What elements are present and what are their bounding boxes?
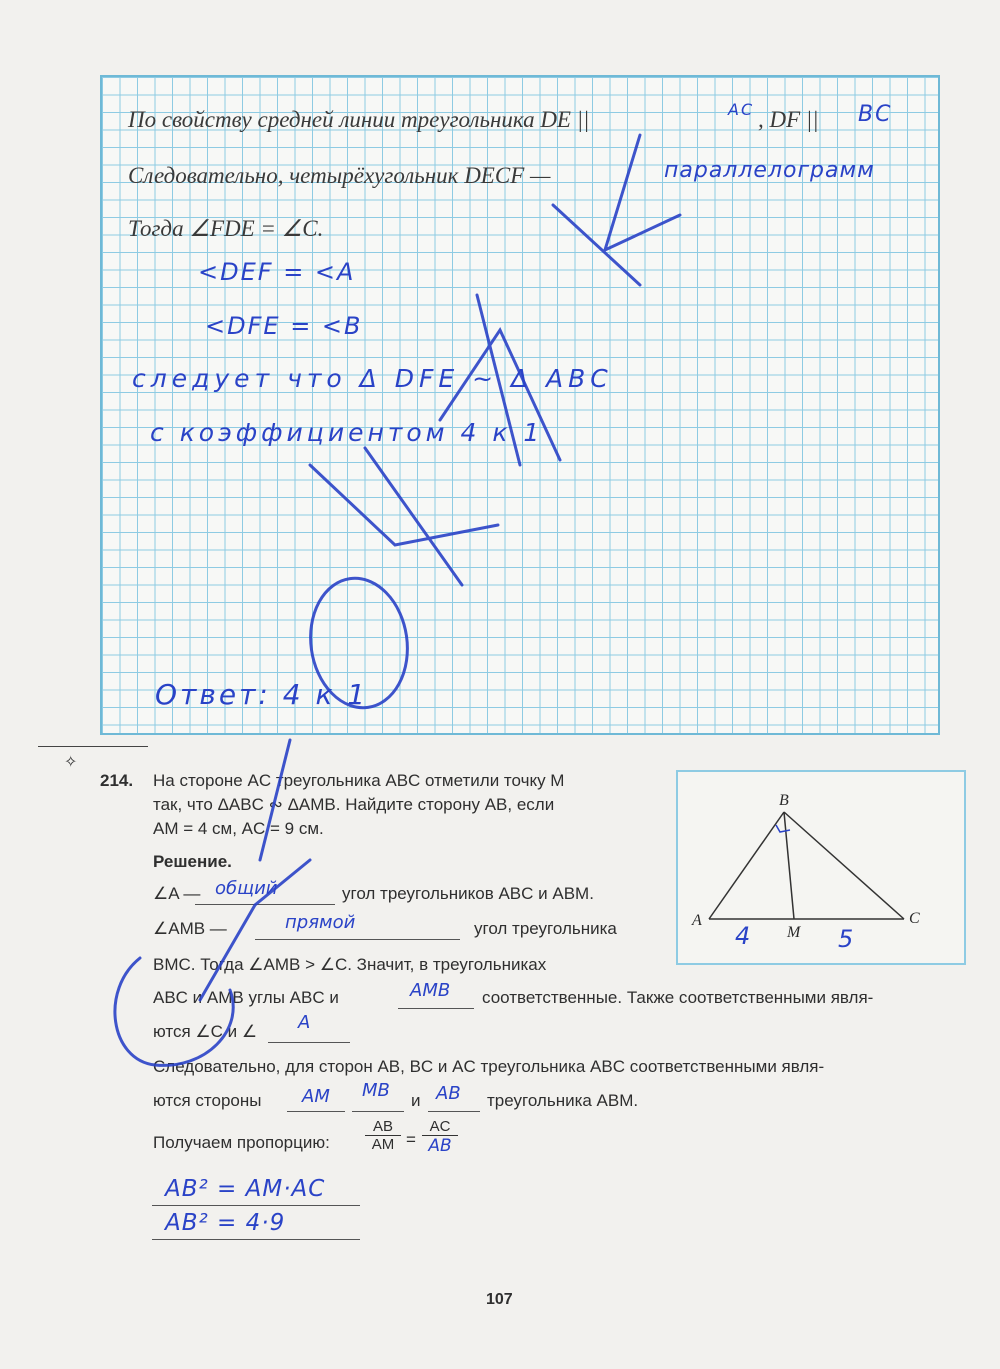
problem-number: 214. <box>100 771 134 790</box>
s7-fill-3: AB <box>436 1083 461 1104</box>
printed-line-3: Тогда ∠FDE = ∠C. <box>128 216 324 241</box>
fraction-2-num: AC <box>422 1118 458 1136</box>
s7-suffix: треугольника ABM. <box>487 1091 639 1110</box>
equals-sign: = <box>406 1130 416 1149</box>
s2-suffix: угол треугольника <box>474 919 617 938</box>
s4-fill: AMB <box>410 980 451 1001</box>
s4-suffix: соответственные. Также соответственными явля- <box>482 988 874 1007</box>
handwritten-line-1: <DEF = <A <box>198 258 356 286</box>
s2-prefix: ∠AMB — <box>153 919 227 938</box>
handwritten-line-4: с коэффициентом 4 к 1 <box>150 418 544 447</box>
statement-line-2: так, что ΔABC ∾ ΔAMB. Найдите сторону AB, если <box>153 795 555 814</box>
printed-line-2: Следовательно, четырёхугольник DECF — <box>128 163 551 188</box>
s2-fill: прямой <box>285 912 356 933</box>
fraction-2-den: AB <box>428 1136 452 1156</box>
s3-line: BMC. Тогда ∠AMB > ∠C. Значит, в треугольниках <box>153 955 547 974</box>
fraction-1-den: AM <box>371 1136 395 1153</box>
handwritten-4: 4 <box>735 922 753 950</box>
s1-fill: общий <box>215 878 278 899</box>
page-number: 107 <box>486 1291 513 1308</box>
s5-fill: A <box>298 1012 311 1033</box>
s4-prefix: ABC и AMB углы ABC и <box>153 988 339 1007</box>
handwritten-bc: BC <box>858 102 893 127</box>
s7-fill-2: MB <box>362 1080 390 1101</box>
label-c: C <box>909 910 920 927</box>
handwritten-ac: AC <box>728 100 755 119</box>
handwritten-parallelogram: параллелограмм <box>664 158 875 183</box>
handwritten-line-2: <DFE = <B <box>205 312 363 340</box>
s7-prefix: ются стороны <box>153 1091 262 1110</box>
statement-line-3: AM = 4 см, AC = 9 см. <box>153 819 324 838</box>
fraction-1-num: AB <box>365 1118 401 1136</box>
s1-prefix: ∠A — <box>153 884 201 903</box>
label-a: A <box>692 912 702 929</box>
proportion-label: Получаем пропорцию: <box>153 1133 330 1152</box>
solution-label: Решение. <box>153 852 232 871</box>
handwritten-5: 5 <box>838 925 856 953</box>
handwritten-answer: Ответ: 4 к 1 <box>155 678 369 711</box>
printed-text: По свойству средней линии треугольника DE || <box>128 107 590 132</box>
s7-fill-1: AM <box>302 1086 330 1107</box>
handwritten-eq-2: AB² = 4·9 <box>165 1210 286 1236</box>
s1-suffix: угол треугольников ABC и ABM. <box>342 884 594 903</box>
s7-and: и <box>411 1091 421 1110</box>
label-b: B <box>779 792 789 809</box>
s6-line: Следовательно, для сторон AB, BC и AC треугольника ABC соответственными явля- <box>153 1057 825 1076</box>
statement-line-1: На стороне AC треугольника ABC отметили точку M <box>153 771 565 790</box>
handwritten-line-3: следует что Δ DFE ~ Δ ABC <box>132 364 613 393</box>
diamond-icon: ✧ <box>64 754 78 771</box>
s5-prefix: ются ∠C и ∠ <box>153 1022 258 1041</box>
printed-line-1-mid: , DF || <box>758 107 819 132</box>
label-m: M <box>787 924 801 941</box>
handwritten-eq-1: AB² = AM·AC <box>165 1176 326 1202</box>
